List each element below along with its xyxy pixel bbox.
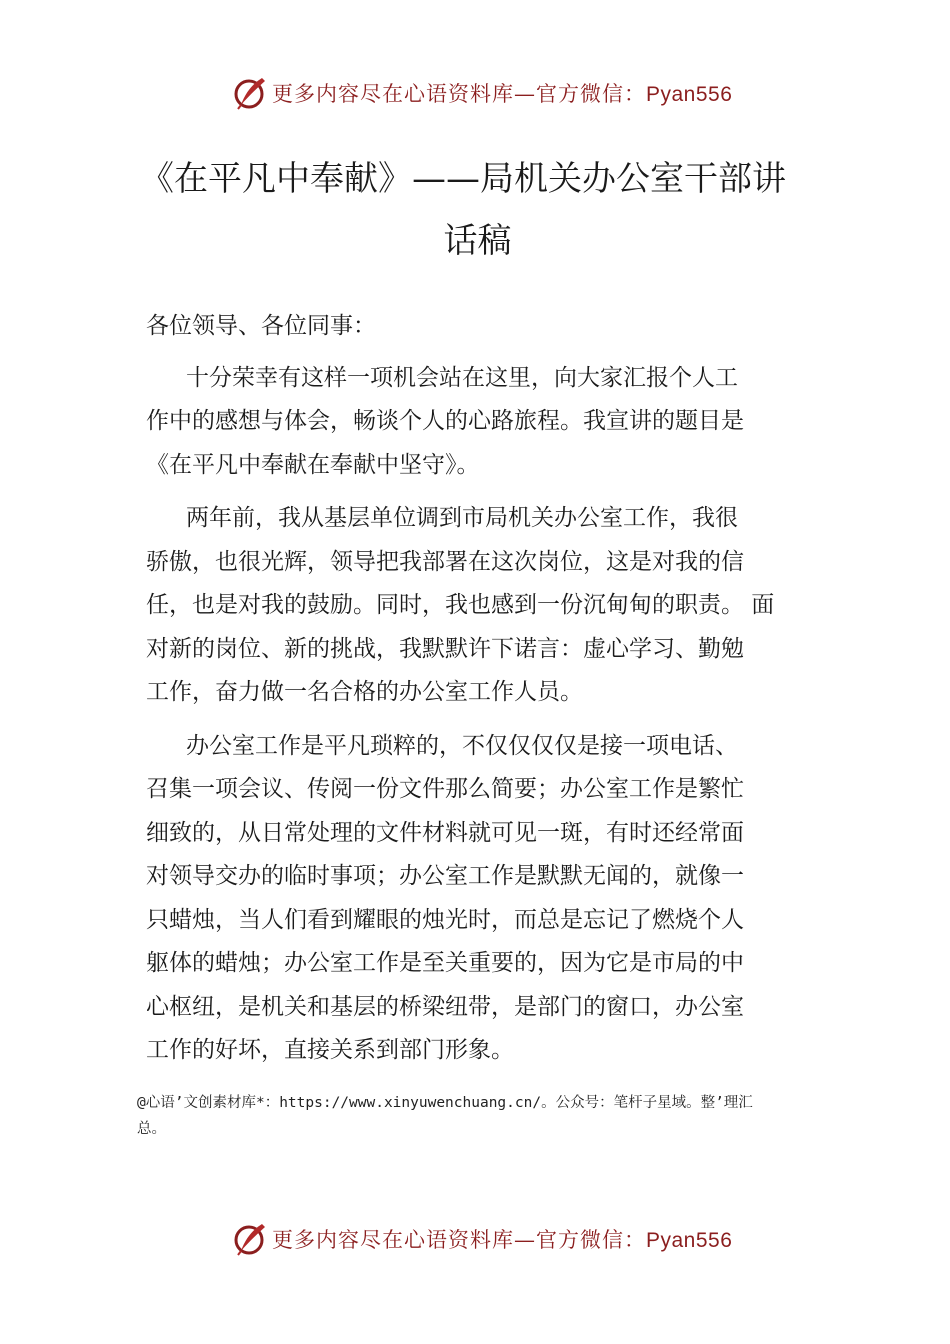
title-line-1: 《在平凡中奉献》——局机关办公室干部讲 [140, 159, 786, 199]
wechat-id: Pyan556 [646, 83, 733, 106]
quill-pen-logo-icon [232, 75, 268, 111]
speech-body [146, 305, 814, 1083]
footnote-line-1: @心语’文创素材库*：https://www.xinyuwenchuang.cn/。公众号：笔杆子星域。整’理汇 [137, 1095, 753, 1111]
text-line: 作中的感想与体会，畅谈个人的心路旅程。我宣讲的题目是 [146, 408, 744, 434]
wechat-id: Pyan556 [646, 1229, 733, 1252]
text-line: 任，也是对我的鼓励。同时，我也感到一份沉甸甸的职责。 面 [146, 592, 775, 618]
footnote-line-2: 总。 [137, 1121, 166, 1137]
greeting: 各位领导、各位同事： [146, 313, 376, 339]
paragraph [146, 357, 814, 488]
top-banner [232, 73, 732, 113]
text-line: 心枢纽，是机关和基层的桥梁纽带，是部门的窗口，办公室 [146, 993, 744, 1020]
text-line: 对新的岗位、新的挑战，我默默许下诺言：虚心学习、勤勉 [146, 635, 744, 662]
text-line: 召集一项会议、传阅一份文件那么简要；办公室工作是繁忙 [146, 776, 744, 802]
source-footnote [137, 1090, 827, 1142]
quill-pen-logo-icon [232, 1221, 268, 1257]
title-line-2: 话稿 [443, 221, 512, 261]
text-line: 工作的好坏，直接关系到部门形象。 [146, 1037, 514, 1063]
banner-text: 更多内容尽在心语资料库—官方微信：Pyan556 [272, 1228, 733, 1252]
paragraph [146, 725, 814, 1073]
text-line: 只蜡烛，当人们看到耀眼的烛光时，而总是忘记了燃烧个人 [146, 906, 744, 933]
text-line: 十分荣幸有这样一项机会站在这里，向大家汇报个人工 [186, 364, 738, 391]
text-line: 细致的，从日常处理的文件材料就可见一斑，有时还经常面 [146, 819, 744, 846]
paragraph [146, 497, 814, 715]
text-line: 《在平凡中奉献在奉献中坚守》。 [146, 451, 480, 478]
text-line: 办公室工作是平凡琐粹的，不仅仅仅仅是接一项电话、 [186, 732, 738, 759]
bottom-banner [232, 1219, 732, 1259]
text-line: 两年前，我从基层单位调到市局机关办公室工作，我很 [186, 505, 738, 531]
text-line: 工作，奋力做一名合格的办公室工作人员。 [146, 679, 583, 705]
banner-text: 更多内容尽在心语资料库—官方微信：Pyan556 [272, 82, 733, 106]
text-line: 躯体的蜡烛；办公室工作是至关重要的，因为它是市局的中 [146, 950, 744, 976]
text-line: 对领导交办的临时事项；办公室工作是默默无闻的，就像一 [146, 863, 744, 889]
text-line: 骄傲，也很光辉，领导把我部署在这次岗位，这是对我的信 [146, 548, 744, 575]
page-title [140, 148, 815, 272]
